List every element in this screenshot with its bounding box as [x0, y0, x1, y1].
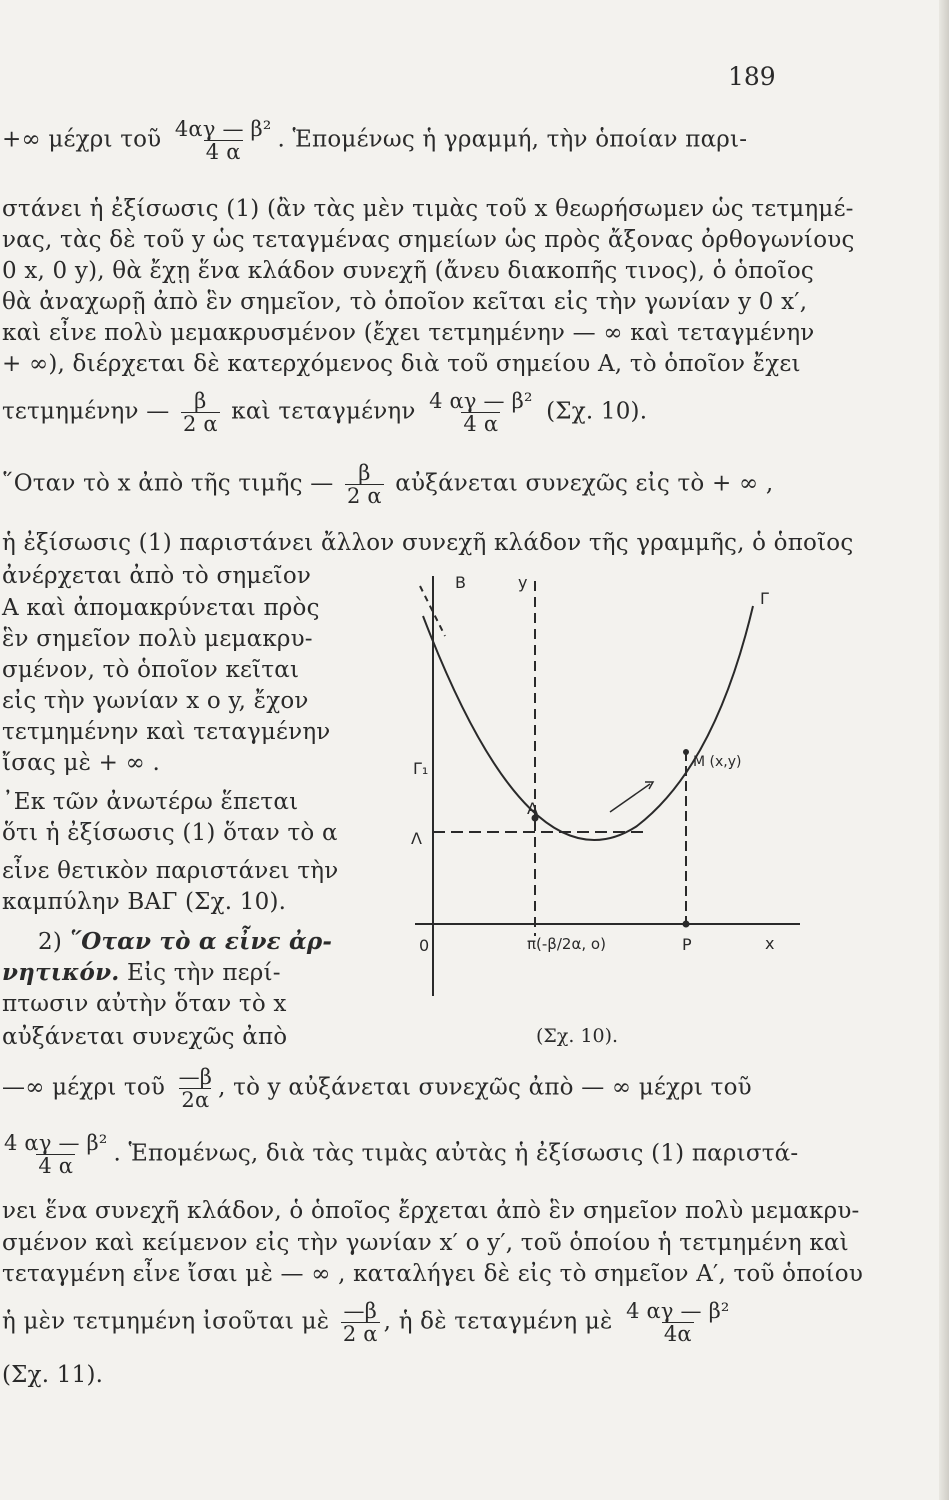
text-line-6: καὶ εἶνε πολὺ μεμακρυσμένον (ἔχει τετμημένην — ∞ καὶ τεταγμένην: [2, 320, 815, 346]
left-col-line: ἴσας μὲ + ∞ .: [2, 750, 161, 776]
text-line-b1: [2, 1066, 752, 1111]
line8-pre: τετμημένην —: [2, 398, 170, 425]
case-bold-text: νητικόν.: [2, 959, 120, 986]
frac-numerator: 4 αγ — β²: [429, 389, 533, 413]
text-line-b6: [2, 1300, 736, 1345]
frac-denominator: 4α: [663, 1322, 692, 1346]
frac-numerator: 4αγ — β²: [174, 117, 272, 141]
frac-denominator: 2 α: [346, 484, 382, 508]
case-number: 2): [38, 929, 63, 955]
fraction: [345, 462, 384, 507]
label-pi: π(-β/2α, ο): [527, 935, 606, 953]
line9-post: αὐξάνεται συνεχῶς εἰς τὸ + ∞ ,: [395, 470, 774, 497]
fraction: [2, 1132, 109, 1177]
frac-numerator: —β: [178, 1065, 213, 1089]
text-line-b2: [2, 1132, 798, 1177]
label-B: B: [455, 573, 466, 592]
text-line-8: [2, 390, 647, 435]
case2-heading: [38, 927, 332, 957]
line1-pre: +∞ μέχρι τοῦ: [2, 126, 162, 153]
frac-numerator: β: [358, 461, 371, 485]
label-x: x: [765, 934, 775, 953]
text-line-b4: σμένον καὶ κείμενον εἰς τὴν γωνίαν x′ ο y′, τοῦ ὁποίου ἡ τετμημένη καὶ: [2, 1230, 849, 1256]
text-line-9: [2, 462, 773, 507]
text-line-3: νας, τὰς δὲ τοῦ y ὡς τεταγμένας σημείων ὡς πρὸς ἄξονας ὀρθογωνίους: [2, 227, 855, 253]
left-col-line: ἀνέρχεται ἀπὸ τὸ σημεῖον: [2, 563, 312, 589]
lineb1-post: , τὸ y αὐξάνεται συνεχῶς ἀπὸ — ∞ μέχρι τοῦ: [218, 1074, 752, 1101]
frac-denominator: 2 α: [342, 1322, 378, 1346]
page-number: 189: [728, 62, 776, 91]
lineb1-pre: —∞ μέχρι τοῦ: [2, 1074, 166, 1101]
label-A: A: [527, 799, 538, 818]
left-col-line: εἰς τὴν γωνίαν x o y, ἔχον: [2, 688, 309, 714]
left-col-line: καμπύλην ΒΑΓ (Σχ. 10).: [2, 889, 287, 915]
fraction: [177, 1066, 215, 1111]
frac-denominator: 4 α: [205, 140, 241, 164]
page-edge: [939, 0, 949, 1500]
text-line-final: (Σχ. 11).: [2, 1362, 104, 1388]
left-col-line: Α καὶ ἀπομακρύνεται πρὸς: [2, 595, 320, 621]
linelast-pre: ἡ μὲν τετμημένη ἰσοῦται μὲ: [2, 1308, 330, 1335]
fraction: [427, 390, 534, 435]
line8-post: (Σχ. 10).: [546, 398, 648, 425]
text-line-5: θὰ ἀναχωρῇ ἀπὸ ἓν σημεῖον, τὸ ὁποῖον κεῖται εἰς τὴν γωνίαν y 0 x′,: [2, 289, 808, 315]
point-M: [683, 749, 689, 755]
parabola-curve: [423, 606, 753, 840]
label-gamma: Γ: [760, 589, 769, 608]
text-line-1: [2, 118, 747, 163]
frac-numerator: —β: [343, 1299, 378, 1323]
left-col-line: τετμημένην καὶ τεταγμένην: [2, 719, 331, 745]
frac-denominator: 2 α: [182, 412, 218, 436]
fraction: [341, 1300, 380, 1345]
left-col-line: εἶνε θετικὸν παριστάνει τὴν: [2, 858, 339, 884]
text-line-10: ἡ ἐξίσωσις (1) παριστάνει ἄλλον συνεχῆ κλάδον τῆς γραμμῆς, ὁ ὁποῖος: [2, 530, 854, 556]
figure-caption: (Σχ. 10).: [536, 1025, 619, 1047]
frac-numerator: 4 αγ — β²: [4, 1131, 108, 1155]
label-P: P: [682, 935, 692, 954]
label-lambda: Λ: [411, 829, 422, 848]
frac-denominator: 4 α: [463, 412, 499, 436]
frac-numerator: 4 αγ — β²: [626, 1299, 730, 1323]
text-line-b5: τεταγμένη εἶνε ἴσαι μὲ — ∞ , καταλήγει δὲ εἰς τὸ σημεῖον Α′, τοῦ ὁποίου: [2, 1261, 863, 1287]
left-col-line: σμένον, τὸ ὁποῖον κεῖται: [2, 657, 300, 683]
label-M: M (x,y): [693, 754, 742, 770]
fraction: [181, 390, 220, 435]
text-line-7: + ∞), διέρχεται δὲ κατερχόμενος διὰ τοῦ σημείου Α, τὸ ὁποῖον ἔχει: [2, 351, 801, 377]
label-y: y: [518, 573, 528, 592]
left-col-line: ὅτι ἡ ἐξίσωσις (1) ὅταν τὸ α: [2, 820, 338, 846]
label-gamma1: Γ₁: [413, 759, 429, 778]
parabola-figure: [405, 566, 805, 1036]
line9-pre: ῞Οταν τὸ x ἀπὸ τῆς τιμῆς —: [2, 470, 334, 497]
case-rest-text: Εἰς τὴν περί-: [126, 960, 281, 986]
line1-post: . Ἑπομένως ἡ γραμμή, τὴν ὁποίαν παρι-: [277, 126, 748, 153]
frac-denominator: 4 α: [38, 1154, 74, 1178]
text-line-b3: νει ἕνα συνεχῆ κλάδον, ὁ ὁποῖος ἔρχεται ἀπὸ ἓν σημεῖον πολὺ μεμακρυ-: [2, 1198, 860, 1224]
case2-line2: [2, 958, 281, 988]
frac-denominator: 2α: [181, 1088, 210, 1112]
text-line-4: 0 x, 0 y), θὰ ἔχῃ ἕνα κλάδον συνεχῆ (ἄνευ διακοπῆς τινος), ὁ ὁποῖος: [2, 258, 814, 284]
fraction: [624, 1300, 731, 1345]
label-origin: 0: [419, 936, 430, 955]
left-col-line: ᾿Εκ τῶν ἀνωτέρω ἕπεται: [2, 789, 299, 815]
direction-arrow: [610, 784, 650, 812]
point-P: [683, 921, 690, 928]
fraction: [173, 118, 274, 163]
lineb2-post: . Ἑπομένως, διὰ τὰς τιμὰς αὐτὰς ἡ ἐξίσωσις (1) παριστά-: [113, 1140, 799, 1167]
left-col-line: αὐξάνεται συνεχῶς ἀπὸ: [2, 1024, 288, 1050]
left-col-line: ἓν σημεῖον πολὺ μεμακρυ-: [2, 626, 313, 652]
left-col-line: πτωσιν αὐτὴν ὅταν τὸ x: [2, 991, 287, 1017]
linelast-mid: , ἡ δὲ τεταγμένη μὲ: [383, 1308, 613, 1335]
frac-numerator: β: [194, 389, 207, 413]
line8-mid: καὶ τεταγμένην: [231, 398, 416, 425]
case-bold-text: ῞Οταν τὸ α εἶνε ἀρ-: [69, 928, 333, 955]
text-line-2: στάνει ἡ ἐξίσωσις (1) (ἂν τὰς μὲν τιμὰς τοῦ x θεωρήσωμεν ὡς τετμημέ-: [2, 196, 854, 222]
